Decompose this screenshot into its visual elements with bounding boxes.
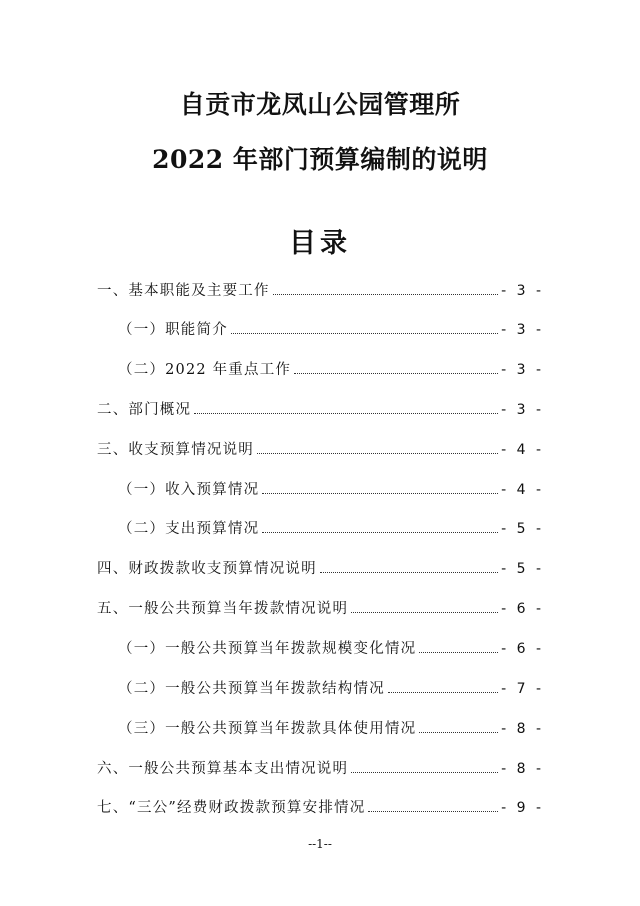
toc-entry[interactable] — [97, 398, 544, 419]
toc-entry-page: - 8 - — [501, 721, 544, 737]
toc-entry[interactable] — [97, 796, 544, 817]
toc-leader-dots — [419, 652, 498, 653]
toc-entry-page: - 3 - — [501, 362, 544, 378]
toc-leader-dots — [419, 732, 498, 733]
toc-entry-label: （三）一般公共预算当年拨款具体使用情况 — [118, 721, 417, 737]
toc-entry-label: 二、部门概况 — [97, 402, 192, 418]
toc-leader-dots — [194, 413, 498, 414]
toc-entry-page: - 3 - — [501, 402, 544, 418]
toc-entry[interactable] — [97, 757, 544, 778]
toc-entry-label: （二）2022 年重点工作 — [118, 362, 292, 378]
toc-entry[interactable] — [118, 677, 544, 698]
toc-entry-page: - 3 - — [501, 283, 544, 299]
toc-entry[interactable] — [97, 279, 544, 300]
toc-entry-page: - 6 - — [501, 601, 544, 617]
toc-leader-dots — [273, 294, 498, 295]
toc-entry-label: 六、一般公共预算基本支出情况说明 — [97, 761, 349, 777]
toc-leader-dots — [351, 612, 498, 613]
toc-entry-page: - 5 - — [501, 521, 544, 537]
toc-leader-dots — [262, 493, 498, 494]
toc-entry[interactable] — [97, 438, 544, 459]
toc-entry-label: （一）一般公共预算当年拨款规模变化情况 — [118, 641, 417, 657]
toc-entry[interactable] — [118, 478, 544, 499]
toc-entry[interactable] — [97, 597, 544, 618]
toc-entry-label: 七、“三公”经费财政拨款预算安排情况 — [97, 800, 366, 816]
toc-entry[interactable] — [118, 517, 544, 538]
toc-leader-dots — [351, 772, 498, 773]
toc-entry-label: （一）职能简介 — [118, 322, 228, 338]
toc-entry[interactable] — [118, 637, 544, 658]
page-number-footer: --1-- — [308, 837, 332, 851]
toc-entry-label: （二）支出预算情况 — [118, 521, 260, 537]
toc-entry-page: - 3 - — [501, 322, 544, 338]
toc-entry-label: 三、收支预算情况说明 — [97, 442, 254, 458]
toc-leader-dots — [388, 692, 498, 693]
toc-entry-label: 五、一般公共预算当年拨款情况说明 — [97, 601, 349, 617]
toc-entry-page: - 5 - — [501, 561, 544, 577]
toc-leader-dots — [368, 811, 498, 812]
toc-entry-page: - 8 - — [501, 761, 544, 777]
toc-entry-label: 一、基本职能及主要工作 — [97, 283, 270, 299]
toc-entry[interactable] — [118, 358, 544, 379]
toc-leader-dots — [262, 532, 498, 533]
toc-entry-page: - 6 - — [501, 641, 544, 657]
document-title-line1: 自贡市龙凤山公园管理所 — [179, 90, 461, 119]
toc-heading: 目录 — [289, 228, 351, 259]
toc-leader-dots — [294, 373, 498, 374]
toc-entry-page: - 9 - — [501, 800, 544, 816]
toc-entry-label: （一）收入预算情况 — [118, 482, 260, 498]
toc-leader-dots — [231, 333, 498, 334]
toc-entry[interactable] — [118, 717, 544, 738]
toc-entry-label: 四、财政拨款收支预算情况说明 — [97, 561, 317, 577]
toc-entry-label: （二）一般公共预算当年拨款结构情况 — [118, 681, 385, 697]
toc-entry-page: - 4 - — [501, 482, 544, 498]
document-title-line2: 2022 年部门预算编制的说明 — [152, 145, 488, 174]
toc-entry-page: - 7 - — [501, 681, 544, 697]
toc-leader-dots — [320, 572, 498, 573]
toc-entry[interactable] — [97, 557, 544, 578]
toc-entry[interactable] — [118, 318, 544, 339]
toc-entry-page: - 4 - — [501, 442, 544, 458]
toc-leader-dots — [257, 453, 498, 454]
